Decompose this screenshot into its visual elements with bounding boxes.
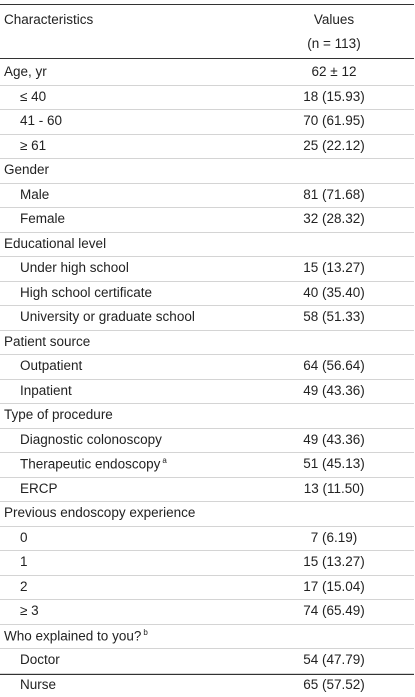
table-row (0, 452, 414, 477)
table-row (0, 575, 414, 600)
row-value: 51 (45.13) (280, 456, 388, 471)
row-label-text: Doctor (20, 652, 60, 667)
row-label (20, 530, 28, 545)
row-label-text: ≤ 40 (20, 89, 46, 104)
table-row (0, 379, 414, 404)
row-label (20, 383, 72, 398)
row-value: 18 (15.93) (280, 89, 388, 104)
row-label (20, 579, 28, 594)
category-row (0, 624, 414, 649)
row-value: 49 (43.36) (280, 432, 388, 447)
category-label (4, 407, 113, 422)
row-label-text: Female (20, 211, 65, 226)
row-label-text: Diagnostic colonoscopy (20, 432, 162, 447)
row-label-text: Nurse (20, 677, 56, 692)
row-label-text: Age, yr (4, 64, 47, 79)
row-value: 7 (6.19) (280, 530, 388, 545)
category-label (4, 236, 106, 251)
table-row (0, 550, 414, 575)
footnote-marker: a (162, 456, 166, 465)
row-label (20, 554, 28, 569)
row-label (20, 138, 46, 153)
row-label (20, 603, 39, 618)
row-label (20, 432, 162, 447)
header-sample-size: (n = 113) (280, 34, 388, 54)
row-value: 74 (65.49) (280, 603, 388, 618)
table-row (0, 256, 414, 281)
category-label (4, 64, 47, 79)
row-label (20, 260, 129, 275)
row-label (20, 211, 65, 226)
row-label-text: ERCP (20, 481, 58, 496)
row-label-text: Educational level (4, 236, 106, 251)
table-row (0, 281, 414, 306)
row-value: 40 (35.40) (280, 285, 388, 300)
table-row (0, 134, 414, 159)
header-values: Values (280, 10, 388, 30)
row-label-text: Under high school (20, 260, 129, 275)
row-label-text: University or graduate school (20, 309, 195, 324)
row-label-text: Inpatient (20, 383, 72, 398)
row-value: 62 ± 12 (280, 64, 388, 79)
row-value: 65 (57.52) (280, 677, 388, 692)
row-label-text: Patient source (4, 334, 90, 349)
row-label (20, 113, 62, 128)
row-label-text: Previous endoscopy experience (4, 505, 195, 520)
table-row (0, 305, 414, 330)
row-label (20, 481, 58, 496)
row-label-text: ≥ 61 (20, 138, 46, 153)
table-row (0, 207, 414, 232)
table-row (0, 599, 414, 624)
table-row (0, 673, 414, 697)
row-label-text: 41 - 60 (20, 113, 62, 128)
footnote-marker: b (143, 628, 147, 637)
row-label-text: Gender (4, 162, 49, 177)
category-row (0, 330, 414, 355)
row-value: 15 (13.27) (280, 554, 388, 569)
row-label (20, 309, 195, 324)
table-row (0, 648, 414, 673)
row-label (20, 285, 152, 300)
row-value: 70 (61.95) (280, 113, 388, 128)
row-value: 17 (15.04) (280, 579, 388, 594)
category-row (0, 501, 414, 526)
category-label (4, 628, 148, 644)
category-row (0, 403, 414, 428)
table-row (0, 526, 414, 551)
row-label-text: 2 (20, 579, 28, 594)
bottom-rule (0, 674, 414, 675)
category-label (4, 505, 195, 520)
row-label (20, 358, 82, 373)
category-row (0, 158, 414, 183)
row-label-text: 1 (20, 554, 28, 569)
row-label (20, 652, 60, 667)
row-label-text: Who explained to you? (4, 628, 141, 643)
row-label-text: Male (20, 187, 49, 202)
row-label-text: Therapeutic endoscopy (20, 457, 160, 472)
row-label (20, 456, 167, 472)
row-label-text: ≥ 3 (20, 603, 39, 618)
table-row (0, 109, 414, 134)
row-value: 64 (56.64) (280, 358, 388, 373)
row-label (20, 677, 56, 692)
row-value: 15 (13.27) (280, 260, 388, 275)
row-value: 81 (71.68) (280, 187, 388, 202)
header-rule (0, 58, 414, 59)
top-rule (0, 4, 414, 5)
row-label (20, 89, 46, 104)
row-label-text: High school certificate (20, 285, 152, 300)
category-row (0, 232, 414, 257)
table-row (0, 85, 414, 110)
category-label (4, 334, 90, 349)
table-row (0, 477, 414, 502)
row-value: 54 (47.79) (280, 652, 388, 667)
row-label (20, 187, 49, 202)
row-value: 49 (43.36) (280, 383, 388, 398)
category-row (0, 60, 414, 85)
table-row (0, 354, 414, 379)
row-value: 58 (51.33) (280, 309, 388, 324)
row-label-text: 0 (20, 530, 28, 545)
row-value: 25 (22.12) (280, 138, 388, 153)
table-row (0, 183, 414, 208)
row-value: 32 (28.32) (280, 211, 388, 226)
row-label-text: Type of procedure (4, 407, 113, 422)
table-row (0, 428, 414, 453)
row-label-text: Outpatient (20, 358, 82, 373)
category-label (4, 162, 49, 177)
header-characteristics: Characteristics (4, 10, 93, 30)
row-value: 13 (11.50) (280, 481, 388, 496)
